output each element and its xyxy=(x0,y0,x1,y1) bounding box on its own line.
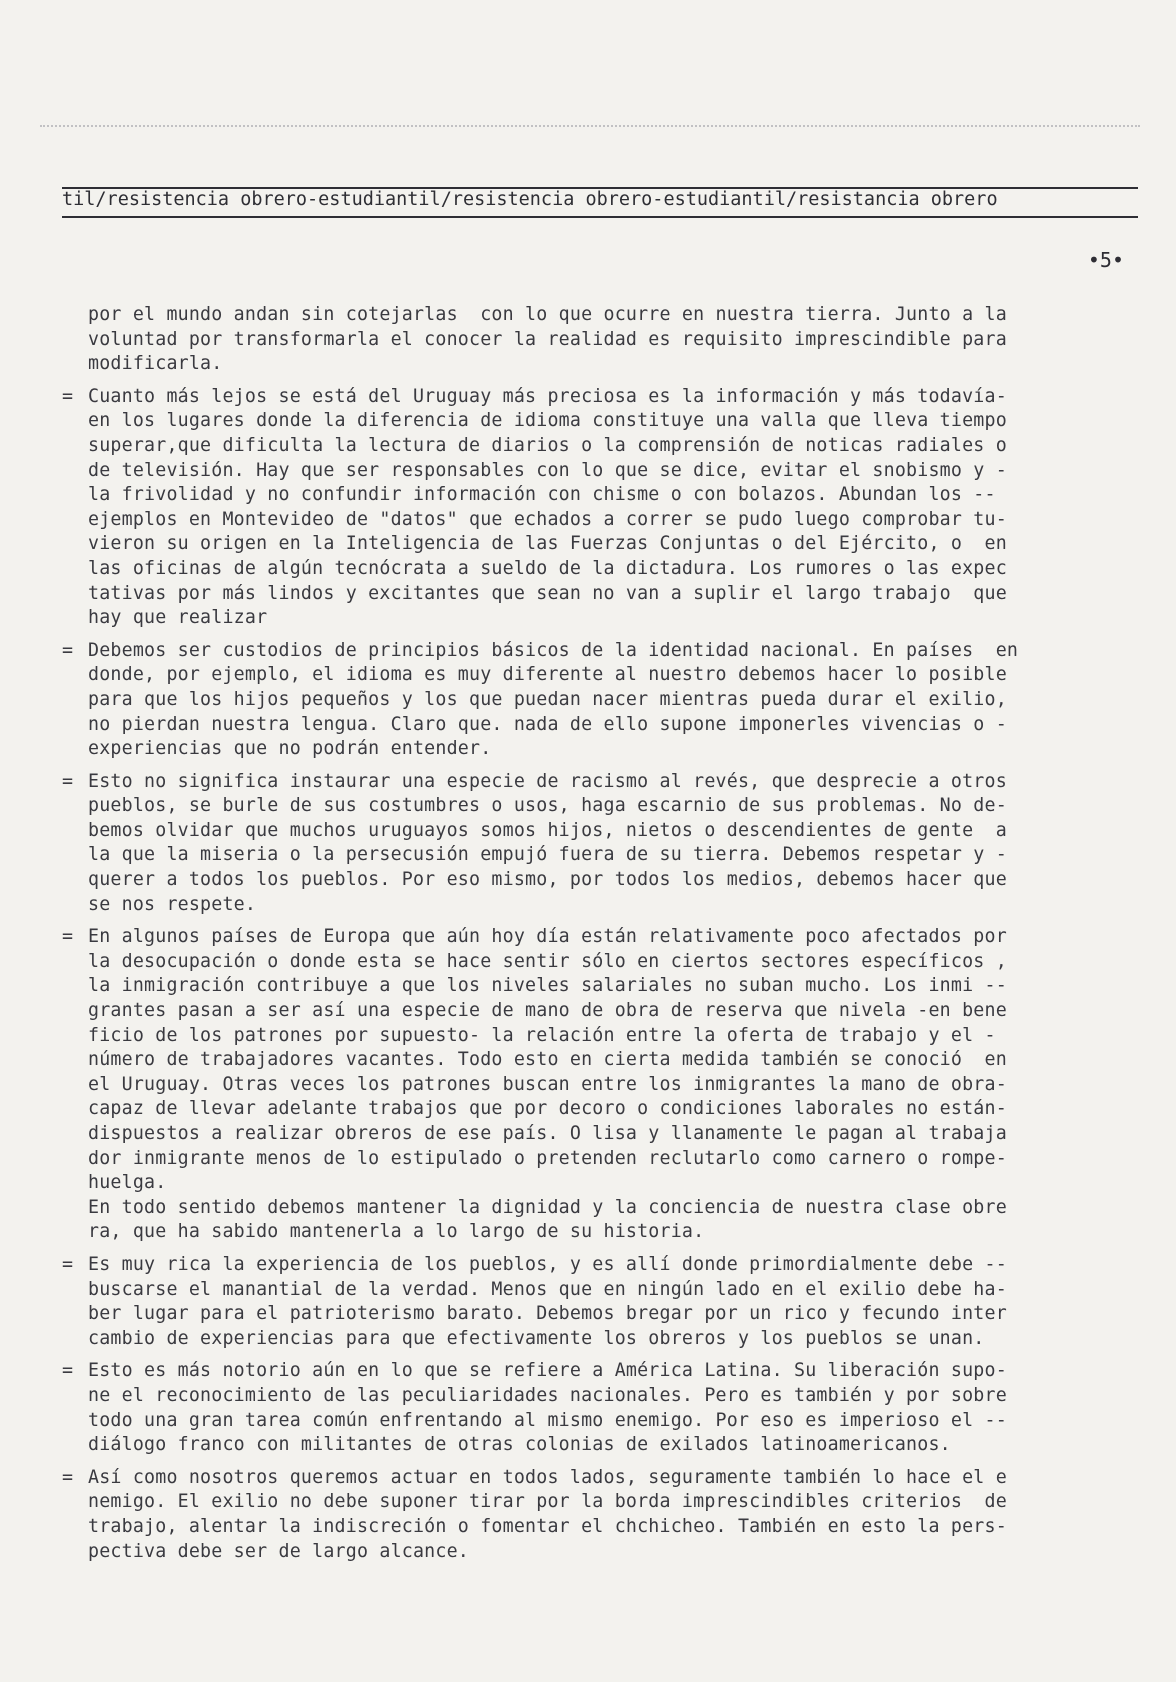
text-line: Debemos ser custodios de principios básicos de la identidad nacional. En países en xyxy=(88,639,1019,661)
paragraph xyxy=(62,1359,1142,1457)
text-line: nemigo. El exilio no debe suponer tirar por la borda imprescindibles criterios de xyxy=(88,1491,1007,1513)
text-line: ber lugar para el patrioterismo barato. Debemos bregar por un rico y fecundo inter xyxy=(88,1303,1007,1325)
body-text xyxy=(62,303,1142,1572)
text-line: Cuanto más lejos se está del Uruguay más preciosa es la información y más todavía- xyxy=(88,385,1007,407)
paragraph-bullet: = xyxy=(62,770,74,792)
paragraph xyxy=(62,925,1142,1245)
text-line: en los lugares donde la diferencia de idioma constituye una valla que lleva tiempo xyxy=(88,410,1007,432)
text-line: la frivolidad y no confundir información con chisme o con bolazos. Abundan los -- xyxy=(88,484,996,506)
text-line: experiencias que no podrán entender. xyxy=(88,738,492,760)
paragraph xyxy=(62,1253,1142,1351)
paragraph-bullet: = xyxy=(62,1253,74,1275)
paragraph-bullet: = xyxy=(62,926,74,948)
text-line: las oficinas de algún tecnócrata a sueldo de la dictadura. Los rumores o las expec xyxy=(88,557,1007,579)
text-line: para que los hijos pequeños y los que puedan nacer mientras pueda durar el exilio, xyxy=(88,688,1007,710)
text-line: bemos olvidar que muchos uruguayos somos hijos, nietos o descendientes de gente a xyxy=(88,819,1007,841)
text-line: grantes pasan a ser así una especie de mano de obra de reserva que nivela -en bene xyxy=(88,1000,1007,1022)
paragraph-bullet: = xyxy=(62,385,74,407)
text-line: dor inmigrante menos de lo estipulado o pretenden reclutarlo como carnero o rompe- xyxy=(88,1147,1007,1169)
text-line: se nos respete. xyxy=(88,893,257,915)
text-line: no pierdan nuestra lengua. Claro que. nada de ello supone imponerles vivencias o - xyxy=(88,713,1007,735)
text-line: trabajo, alentar la indiscreción o fomentar el chchicheo. También en esto la pers- xyxy=(88,1515,1007,1537)
text-line: superar,que dificulta la lectura de diarios o la comprensión de noticas radiales o xyxy=(88,434,1007,456)
text-line: donde, por ejemplo, el idioma es muy diferente al nuestro debemos hacer lo posible xyxy=(88,664,1007,686)
text-line: hay que realizar xyxy=(88,607,268,629)
text-line: capaz de llevar adelante trabajos que por decoro o condiciones laborales no están- xyxy=(88,1098,1007,1120)
text-line: de televisión. Hay que ser responsables con lo que se dice, evitar el snobismo y - xyxy=(88,459,1007,481)
text-line: diálogo franco con militantes de otras colonias de exilados latinoamericanos. xyxy=(88,1434,951,1456)
text-line: Así como nosotros queremos actuar en todos lados, seguramente también lo hace el e xyxy=(88,1466,1007,1488)
text-line: buscarse el manantial de la verdad. Menos que en ningún lado en el exilio debe ha- xyxy=(88,1278,1007,1300)
header-rule-bottom xyxy=(62,216,1138,218)
text-line: Es muy rica la experiencia de los pueblos, y es allí donde primordialmente debe -- xyxy=(88,1253,1007,1275)
header-band: til/resistencia obrero-estudiantil/resistencia obrero-estudiantil/resistancia obrero xyxy=(62,189,998,210)
text-line: pectiva debe ser de largo alcance. xyxy=(88,1540,470,1562)
dotted-divider xyxy=(40,125,1140,129)
text-line: la desocupación o donde esta se hace sentir sólo en ciertos sectores específicos , xyxy=(88,950,1007,972)
text-line: todo una gran tarea común enfrentando al mismo enemigo. Por eso es imperioso el -- xyxy=(88,1409,1007,1431)
text-line: pueblos, se burle de sus costumbres o usos, haga escarnio de sus problemas. No de- xyxy=(88,795,1007,817)
text-line: la inmigración contribuye a que los niveles salariales no suban mucho. Los inmi -- xyxy=(88,975,1007,997)
paragraph-bullet: = xyxy=(62,1360,74,1382)
text-line: Esto es más notorio aún en lo que se refiere a América Latina. Su liberación supo- xyxy=(88,1360,1007,1382)
page-number: •5• xyxy=(1087,248,1124,272)
paragraph-bullet: = xyxy=(62,639,74,661)
text-line: el Uruguay. Otras veces los patrones buscan entre los inmigrantes la mano de obra- xyxy=(88,1073,1007,1095)
text-line: ficio de los patrones por supuesto- la relación entre la oferta de trabajo y el - xyxy=(88,1024,996,1046)
text-line: querer a todos los pueblos. Por eso mismo, por todos los medios, debemos hacer que xyxy=(88,869,1007,891)
text-line: tativas por más lindos y excitantes que sean no van a suplir el largo trabajo que xyxy=(88,582,1007,604)
text-line: la que la miseria o la persecusión empujó fuera de su tierra. Debemos respetar y - xyxy=(88,844,1007,866)
paragraph xyxy=(62,770,1142,918)
text-line: por el mundo andan sin cotejarlas con lo que ocurre en nuestra tierra. Junto a la xyxy=(88,304,1007,325)
text-line: vieron su origen en la Inteligencia de las Fuerzas Conjuntas o del Ejército, o en xyxy=(88,533,1007,555)
paragraph xyxy=(62,385,1142,631)
paragraph xyxy=(62,1466,1142,1564)
paragraph xyxy=(62,303,1142,377)
text-line: ne el reconocimiento de las peculiaridades nacionales. Pero es también y por sobre xyxy=(88,1384,1007,1406)
text-line: modificarla. xyxy=(88,353,223,375)
text-line: En algunos países de Europa que aún hoy día están relativamente poco afectados por xyxy=(88,926,1007,948)
text-line: dispuestos a realizar obreros de ese país. O lisa y llanamente le pagan al trabaja xyxy=(88,1123,1007,1144)
paragraph xyxy=(62,639,1142,762)
paragraph-bullet: = xyxy=(62,1466,74,1488)
text-line: número de trabajadores vacantes. Todo esto en cierta medida también se conoció en xyxy=(88,1049,1007,1071)
text-line: En todo sentido debemos mantener la dignidad y la conciencia de nuestra clase obre xyxy=(88,1196,1007,1218)
text-line: ra, que ha sabido mantenerla a lo largo de su historia. xyxy=(88,1221,705,1243)
text-line: voluntad por transformarla el conocer la realidad es requisito imprescindible para xyxy=(88,328,1007,350)
text-line: huelga. xyxy=(88,1172,167,1194)
text-line: Esto no significa instaurar una especie de racismo al revés, que desprecie a otros xyxy=(88,770,1007,792)
text-line: ejemplos en Montevideo de "datos" que echados a correr se pudo luego comprobar tu- xyxy=(88,508,1007,530)
text-line: cambio de experiencias para que efectivamente los obreros y los pueblos se unan. xyxy=(88,1327,985,1349)
